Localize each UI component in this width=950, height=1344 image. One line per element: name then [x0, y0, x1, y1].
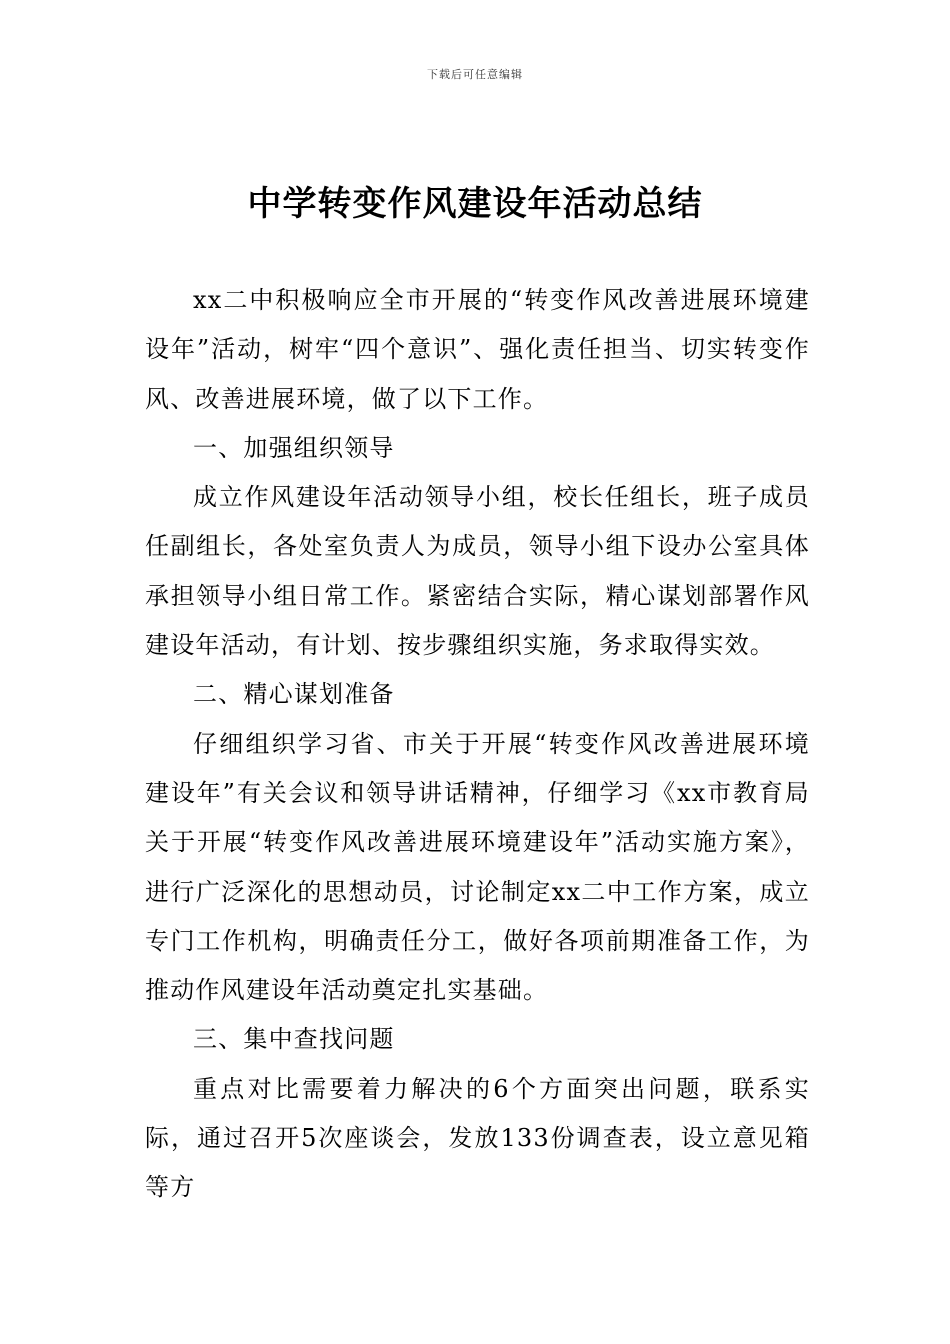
paragraph-section-2: 仔细组织学习省、市关于开展“转变作风改善进展环境建设年”有关会议和领导讲话精神，仔细学习《xx市教育局关于开展“转变作风改善进展环境建设年”活动实施方案》，进行广泛深化的思想动员，讨论制定xx二中工作方案，成立专门工作机构，明确责任分工，做好各项前期准备工作，为推动作风建设年活动奠定扎实基础。: [145, 729, 810, 1005]
document-title: 中学转变作风建设年活动总结: [247, 184, 703, 224]
section-heading-1: 一、加强组织领导: [193, 433, 395, 462]
header-note: 下载后可任意编辑: [427, 68, 523, 81]
paragraph-section-3: 重点对比需要着力解决的6个方面突出问题，联系实际，通过召开5次座谈会，发放133份调查表，设立意见箱等方: [145, 1074, 810, 1202]
section-heading-2: 二、精心谋划准备: [193, 680, 395, 709]
document-body: [145, 276, 810, 1213]
paragraph-section-1: 成立作风建设年活动领导小组，校长任组长，班子成员任副组长，各处室负责人为成员，领导小组下设办公室具体承担领导小组日常工作。紧密结合实际，精心谋划部署作风建设年活动，有计划、按步骤组织实施，务求取得实效。: [145, 483, 810, 660]
paragraph-intro: xx二中积极响应全市开展的“转变作风改善进展环境建设年”活动，树牢“四个意识”、强化责任担当、切实转变作风、改善进展环境，做了以下工作。: [145, 286, 810, 413]
section-heading-3: 三、集中查找问题: [193, 1025, 395, 1054]
